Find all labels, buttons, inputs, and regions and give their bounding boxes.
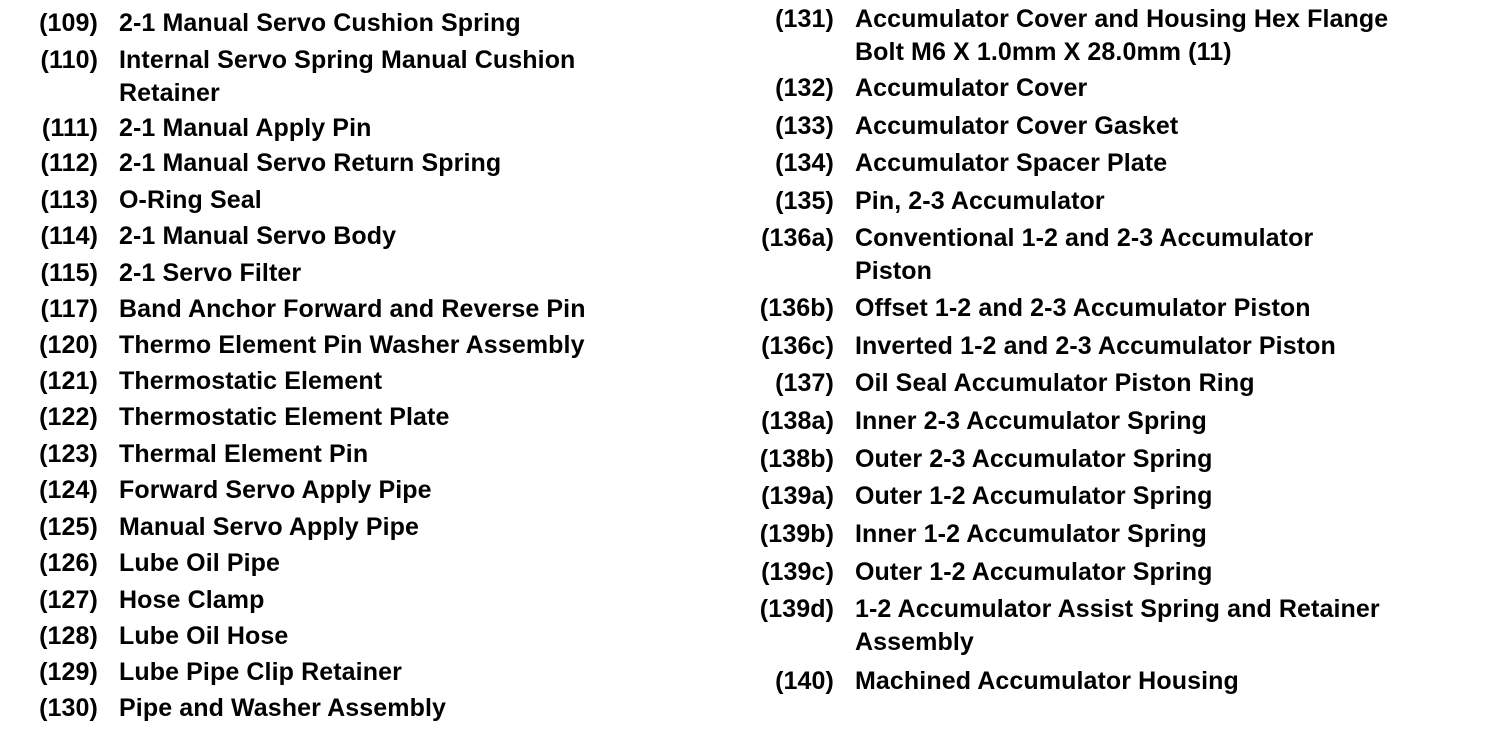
description-line: Accumulator Cover [855,74,1088,102]
item-number: (121) [39,367,98,395]
item-description [855,367,1255,400]
item-description [855,72,1087,105]
description-line: Inverted 1-2 and 2-3 Accumulator Piston [855,332,1336,360]
description-line: Piston [855,257,932,285]
description-line: 2-1 Manual Servo Return Spring [119,149,502,177]
description-line: 2-1 Servo Filter [119,259,302,287]
description-line: Conventional 1-2 and 2-3 Accumulator [855,224,1314,252]
item-number: (130) [39,694,98,722]
item-number: (132) [775,74,834,102]
item-description [119,257,301,290]
item-description [119,329,585,362]
item-description [119,584,264,617]
item-number: (137) [775,369,834,397]
description-line: Assembly [855,628,974,656]
item-description [855,593,1380,659]
item-number: (110) [40,46,98,74]
item-number: (134) [775,149,834,177]
item-description [855,480,1213,513]
item-number: (138b) [759,445,834,473]
description-line: Oil Seal Accumulator Piston Ring [855,369,1255,397]
item-description [119,184,262,217]
description-line: Pin, 2-3 Accumulator [855,187,1105,215]
item-description [119,365,382,398]
description-line: Thermo Element Pin Washer Assembly [119,331,585,359]
description-line: Band Anchor Forward and Reverse Pin [119,295,586,323]
description-line: Lube Oil Pipe [119,549,281,577]
description-line: 2-1 Manual Servo Cushion Spring [119,9,521,37]
item-number: (136b) [759,294,834,322]
description-line: Outer 2-3 Accumulator Spring [855,445,1213,473]
item-description [855,147,1167,180]
item-description [855,292,1311,325]
description-line: Machined Accumulator Housing [855,667,1239,695]
item-number: (128) [39,622,98,650]
item-description [119,692,446,725]
item-description [119,511,419,544]
item-description [119,401,449,434]
item-number: (123) [39,440,98,468]
item-description [855,3,1388,69]
item-description [855,185,1105,218]
description-line: O-Ring Seal [119,186,262,214]
item-number: (115) [40,259,98,287]
item-description [119,7,521,40]
description-line: 1-2 Accumulator Assist Spring and Retainer [855,595,1380,623]
item-description [119,656,402,689]
item-number: (122) [39,403,98,431]
description-line: Pipe and Washer Assembly [119,694,447,722]
item-number: (139a) [761,482,834,510]
item-description [855,556,1213,589]
item-number: (126) [39,549,98,577]
item-description [119,112,372,145]
description-line: Lube Oil Hose [119,622,289,650]
description-line: 2-1 Manual Apply Pin [119,114,372,142]
item-description [855,443,1213,476]
description-line: 2-1 Manual Servo Body [119,222,397,250]
item-number: (111) [41,114,98,142]
description-line: Accumulator Spacer Plate [855,149,1168,177]
item-description [119,293,586,326]
item-number: (124) [39,476,98,504]
description-line: Internal Servo Spring Manual Cushion [119,46,576,74]
description-line: Accumulator Cover and Housing Hex Flange [855,5,1389,33]
item-description [119,220,396,253]
item-number: (138a) [761,407,834,435]
item-number: (117) [40,295,98,323]
item-number: (114) [40,222,98,250]
description-line: Bolt M6 X 1.0mm X 28.0mm (11) [855,38,1232,66]
item-description [855,405,1207,438]
item-description [119,438,368,471]
description-line: Thermostatic Element Plate [119,403,450,431]
description-line: Thermostatic Element [119,367,383,395]
item-number: (140) [775,667,834,695]
description-line: Outer 1-2 Accumulator Spring [855,482,1213,510]
description-line: Lube Pipe Clip Retainer [119,658,402,686]
description-line: Forward Servo Apply Pipe [119,476,432,504]
item-number: (133) [775,112,834,140]
item-number: (136a) [761,224,834,252]
item-number: (139d) [759,595,834,623]
description-line: Thermal Element Pin [119,440,369,468]
item-description [119,547,280,580]
item-number: (129) [39,658,98,686]
item-number: (109) [39,9,98,37]
item-description [855,665,1239,698]
item-number: (113) [40,186,98,214]
item-number: (139b) [759,520,834,548]
item-description [119,620,288,653]
description-line: Retainer [119,79,220,107]
item-number: (120) [39,331,98,359]
item-number: (135) [775,187,834,215]
item-number: (112) [40,149,98,177]
description-line: Accumulator Cover Gasket [855,112,1179,140]
description-line: Inner 2-3 Accumulator Spring [855,407,1207,435]
item-description [119,147,501,180]
description-line: Manual Servo Apply Pipe [119,513,420,541]
item-description [855,330,1336,363]
item-description [119,474,432,507]
item-description [119,44,575,110]
description-line: Offset 1-2 and 2-3 Accumulator Piston [855,294,1311,322]
item-number: (131) [775,5,834,33]
description-line: Inner 1-2 Accumulator Spring [855,520,1207,548]
item-description [855,518,1207,551]
item-number: (125) [39,513,98,541]
item-description [855,222,1313,288]
description-line: Hose Clamp [119,586,265,614]
item-number: (127) [39,586,98,614]
description-line: Outer 1-2 Accumulator Spring [855,558,1213,586]
item-description [855,110,1178,143]
item-number: (139c) [761,558,834,586]
item-number: (136c) [761,332,834,360]
